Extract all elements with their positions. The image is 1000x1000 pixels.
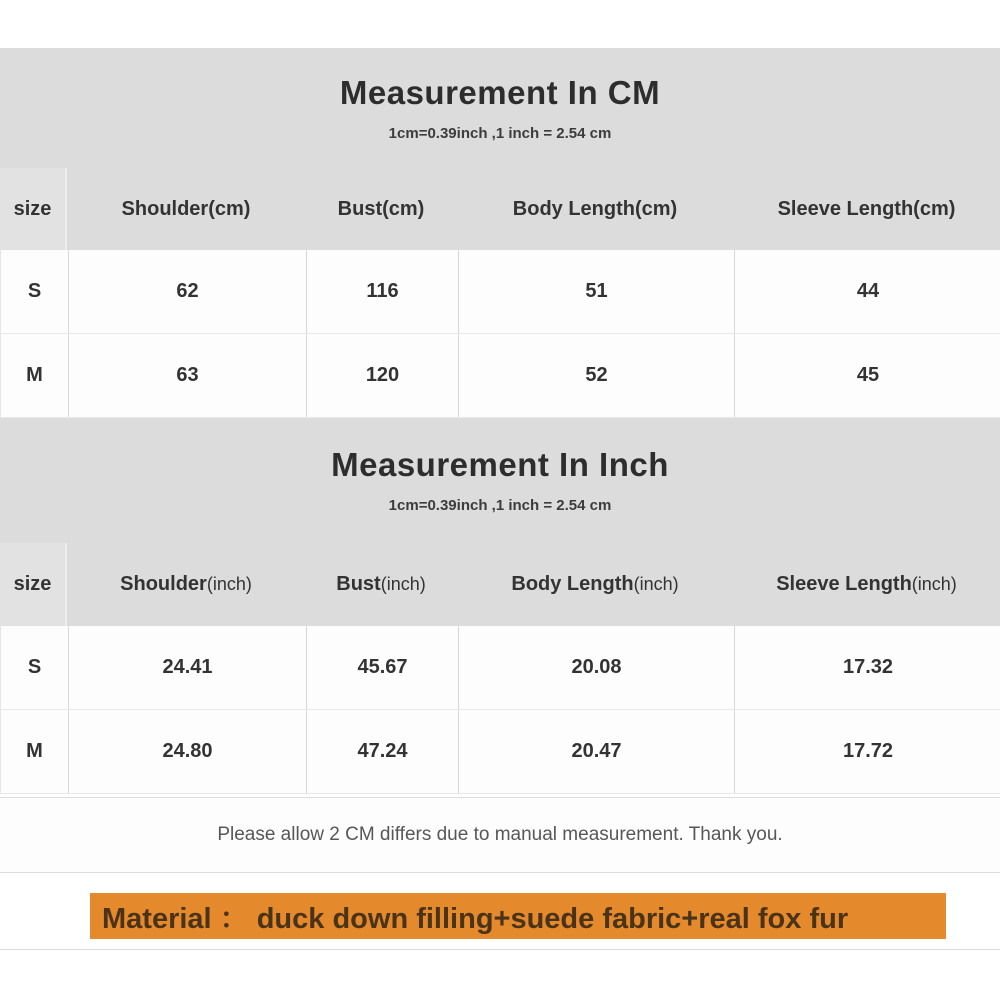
bust-cell: 120 — [306, 334, 458, 417]
cm-section-head — [0, 48, 1000, 168]
size-cell: M — [26, 740, 43, 762]
inch-header-shoulder — [67, 543, 305, 626]
inch-header-sleeve-length — [733, 543, 1000, 626]
cm-table-row-s — [0, 250, 1000, 334]
shoulder-cell: 62 — [68, 250, 306, 333]
inch-table-row-m — [0, 710, 1000, 794]
size-cell: S — [27, 656, 42, 678]
body-length-cell: 20.08 — [458, 626, 734, 709]
header-label: Body Length — [511, 573, 634, 595]
bust-cell: 47.24 — [306, 710, 458, 793]
inch-header-body-length — [457, 543, 733, 626]
cm-header-body-length: Body Length(cm) — [512, 197, 678, 220]
cm-header-shoulder: Shoulder(cm) — [121, 197, 251, 220]
bottom-divider — [0, 949, 1000, 950]
cm-title: Measurement In CM — [339, 74, 661, 111]
header-unit: (inch) — [380, 574, 426, 594]
header-label: Shoulder — [120, 573, 207, 595]
cm-section — [0, 48, 1000, 250]
header-unit: (inch) — [633, 574, 679, 594]
inch-title: Measurement In Inch — [331, 446, 669, 483]
sleeve-length-cell: 45 — [734, 334, 1000, 417]
cm-header-sleeve-length: Sleeve Length(cm) — [777, 197, 956, 220]
inch-section — [0, 418, 1000, 626]
bust-cell: 45.67 — [306, 626, 458, 709]
material-banner — [90, 893, 946, 939]
body-length-cell: 51 — [458, 250, 734, 333]
shoulder-cell: 24.80 — [68, 710, 306, 793]
header-unit: (inch) — [206, 574, 252, 594]
inch-header-bust — [305, 543, 457, 626]
material-text: Material ： duck down filling+suede fabric+real fox fur — [102, 902, 849, 935]
header-label: Bust — [336, 573, 381, 595]
shoulder-cell: 24.41 — [68, 626, 306, 709]
measurement-note: Please allow 2 CM differs due to manual measurement. Thank you. — [217, 824, 783, 845]
body-length-cell: 20.47 — [458, 710, 734, 793]
size-cell: S — [27, 280, 42, 302]
size-cell: M — [26, 364, 43, 386]
inch-subtitle: 1cm=0.39inch ,1 inch = 2.54 cm — [388, 497, 612, 514]
inch-table-header — [0, 543, 1000, 626]
cm-header-size: size — [0, 168, 67, 250]
inch-table-row-s — [0, 626, 1000, 710]
header-label: Sleeve Length — [776, 573, 912, 595]
cm-header-bust: Bust(cm) — [337, 197, 425, 220]
cm-subtitle: 1cm=0.39inch ,1 inch = 2.54 cm — [388, 125, 612, 142]
body-length-cell: 52 — [458, 334, 734, 417]
cm-table-row-m — [0, 334, 1000, 418]
cm-table-header — [0, 168, 1000, 250]
shoulder-cell: 63 — [68, 334, 306, 417]
sleeve-length-cell: 17.32 — [734, 626, 1000, 709]
sleeve-length-cell: 44 — [734, 250, 1000, 333]
sleeve-length-cell: 17.72 — [734, 710, 1000, 793]
inch-section-head — [0, 418, 1000, 543]
header-unit: (inch) — [911, 574, 957, 594]
top-margin — [0, 0, 1000, 48]
inch-header-size — [0, 543, 67, 626]
header-label: size — [13, 573, 52, 595]
note-row — [0, 797, 1000, 873]
bust-cell: 116 — [306, 250, 458, 333]
